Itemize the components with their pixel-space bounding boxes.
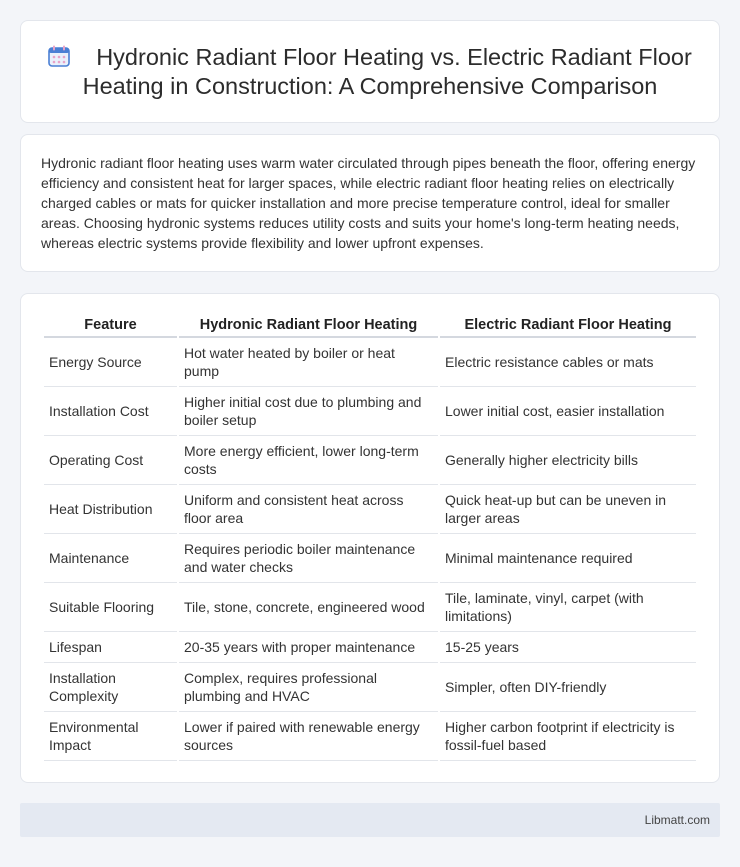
row-hydronic: Hot water heated by boiler or heat pump: [179, 338, 438, 387]
table-row: [44, 712, 696, 761]
table-row: [44, 436, 696, 485]
row-electric: 15-25 years: [440, 632, 696, 663]
table-row: [44, 338, 696, 387]
row-feature: Environmental Impact: [44, 712, 177, 761]
row-hydronic: 20-35 years with proper maintenance: [179, 632, 438, 663]
row-feature: Installation Cost: [44, 387, 177, 436]
intro-card: [20, 134, 720, 272]
calendar-icon: [48, 45, 70, 67]
footer: [20, 803, 720, 837]
row-feature: Heat Distribution: [44, 485, 177, 534]
row-electric: Minimal maintenance required: [440, 534, 696, 583]
row-feature: Lifespan: [44, 632, 177, 663]
row-electric: Electric resistance cables or mats: [440, 338, 696, 387]
row-feature: Maintenance: [44, 534, 177, 583]
comparison-card: [20, 293, 720, 783]
row-hydronic: More energy efficient, lower long-term costs: [179, 436, 438, 485]
row-hydronic: Tile, stone, concrete, engineered wood: [179, 583, 438, 632]
comparison-table: [42, 314, 698, 761]
intro-paragraph: Hydronic radiant floor heating uses warm water circulated through pipes beneath the floor, offering energy efficiency and consistent heat for larger spaces, while electric radiant floor heating relies on electrically charged cables or mats for quicker installation and more precise temperature control, ideal for smaller areas. Choosing hydronic systems reduces utility costs and suits your home's long-term heating needs, whereas electric systems provide flexibility and lower upfront expenses.: [41, 155, 696, 251]
row-feature: Energy Source: [44, 338, 177, 387]
table-row: [44, 632, 696, 663]
row-hydronic: Uniform and consistent heat across floor area: [179, 485, 438, 534]
row-electric: Quick heat-up but can be uneven in larger areas: [440, 485, 696, 534]
row-electric: Lower initial cost, easier installation: [440, 387, 696, 436]
row-electric: Higher carbon footprint if electricity is fossil-fuel based: [440, 712, 696, 761]
footer-brand-link[interactable]: Libmatt.com: [644, 813, 710, 827]
row-feature: Installation Complexity: [44, 663, 177, 712]
row-hydronic: Requires periodic boiler maintenance and water checks: [179, 534, 438, 583]
row-electric: Generally higher electricity bills: [440, 436, 696, 485]
table-row: [44, 485, 696, 534]
table-row: [44, 583, 696, 632]
row-hydronic: Lower if paired with renewable energy sources: [179, 712, 438, 761]
title-card: [20, 20, 720, 123]
header-electric: Electric Radiant Floor Heating: [440, 314, 696, 338]
table-row: [44, 663, 696, 712]
table-header-row: [44, 314, 696, 338]
table-row: [44, 534, 696, 583]
header-feature: Feature: [44, 314, 177, 338]
row-feature: Suitable Flooring: [44, 583, 177, 632]
row-electric: Simpler, often DIY-friendly: [440, 663, 696, 712]
row-hydronic: Higher initial cost due to plumbing and boiler setup: [179, 387, 438, 436]
row-electric: Tile, laminate, vinyl, carpet (with limitations): [440, 583, 696, 632]
header-hydronic: Hydronic Radiant Floor Heating: [179, 314, 438, 338]
row-hydronic: Complex, requires professional plumbing and HVAC: [179, 663, 438, 712]
page-title-text: Hydronic Radiant Floor Heating vs. Electric Radiant Floor Heating in Construction: A Comprehensive Comparison: [82, 44, 692, 99]
row-feature: Operating Cost: [44, 436, 177, 485]
table-row: [44, 387, 696, 436]
page-title: [41, 43, 699, 101]
